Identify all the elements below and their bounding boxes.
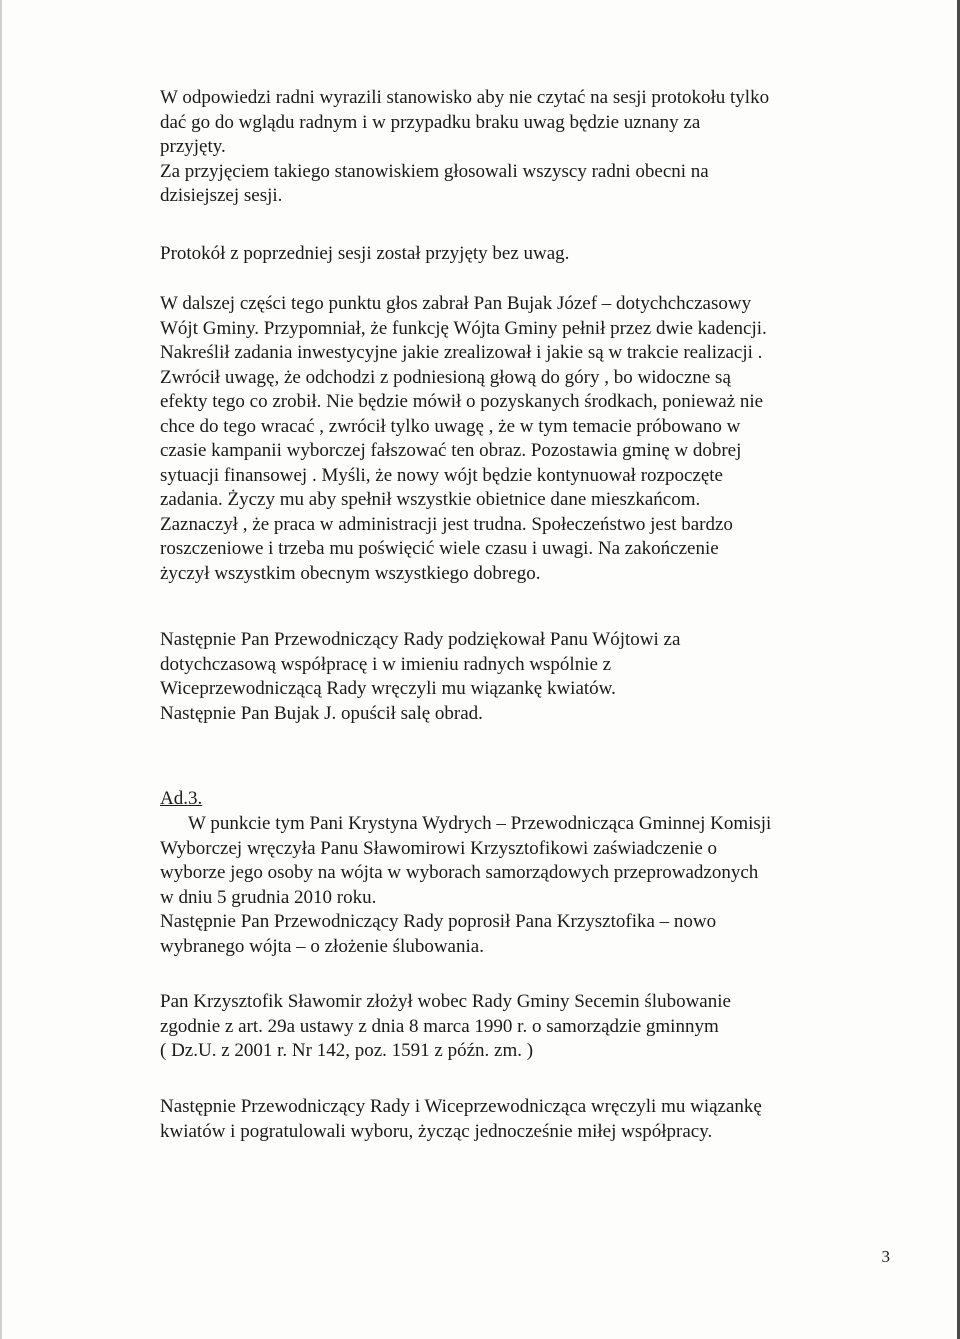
text-line: Następnie Pan Bujak J. opuścił salę obrad. <box>160 702 483 724</box>
paragraph-election-certificate <box>160 812 890 959</box>
text-line: efekty tego co zrobił. Nie będzie mówił o pozyskanych środkach, ponieważ nie <box>160 391 764 412</box>
text-line: Następnie Pan Przewodniczący Rady poprosił Pana Krzysztofika – nowo <box>160 911 717 932</box>
text-line: Protokół z poprzedniej sesji został przyjęty bez uwag. <box>160 243 570 264</box>
text-line: Nakreślił zadania inwestycyjne jakie zrealizował i jakie są w trakcie realizacji . <box>160 342 763 363</box>
text-line: w dniu 5 grudnia 2010 roku. <box>160 886 377 908</box>
text-line: W punkcie tym Pani Krystyna Wydrych – Przewodnicząca Gminnej Komisji <box>188 813 772 834</box>
text-line: życzył wszystkim obecnym wszystkiego dobrego. <box>160 562 541 584</box>
text-line: roszczeniowe i trzeba mu poświęcić wiele czasu i uwagi. Na zakończenie <box>160 538 719 559</box>
scan-edge-left <box>0 0 2 1339</box>
text-line: dzisiejszej sesji. <box>160 185 283 206</box>
text-line: wyborze jego osoby na wójta w wyborach samorządowych przeprowadzonych <box>160 862 759 883</box>
text-line: zadania. Życzy mu aby spełnił wszystkie obietnice dane mieszkańcom. <box>160 489 701 510</box>
text-line: ( Dz.U. z 2001 r. Nr 142, poz. 1591 z późn. zm. ) <box>160 1040 534 1061</box>
text-line: kwiatów i pogratulowali wyboru, życząc jednocześnie miłej współpracy. <box>160 1120 713 1142</box>
text-line: Następnie Przewodniczący Rady i Wiceprzewodnicząca wręczyli mu wiązankę <box>160 1096 762 1117</box>
text-line: Pan Krzysztofik Sławomir złożył wobec Rady Gminy Secemin ślubowanie <box>160 991 731 1012</box>
text-line: sytuacji finansowej . Myśli, że nowy wójt będzie kontynuował rozpoczęte <box>160 464 723 486</box>
paragraph-oath <box>160 990 890 1064</box>
text-line: Wójt Gminy. Przypomniał, że funkcję Wójta Gminy pełnił przez dwie kadencji. <box>160 317 767 339</box>
text-line: wybranego wójta – o złożenie ślubowania. <box>160 935 484 957</box>
text-line: Wyborczej wręczyła Panu Sławomirowi Krzysztofikowi zaświadczenie o <box>160 837 718 859</box>
paragraph-outgoing-wojt-speech <box>160 292 890 586</box>
text-line: Za przyjęciem takiego stanowiskiem głosowali wszyscy radni obecni na <box>160 160 709 182</box>
page-number: 3 <box>881 1247 890 1266</box>
text-line: Zaznaczył , że praca w administracji jest trudna. Społeczeństwo jest bardzo <box>160 513 733 535</box>
text-line: Następnie Pan Przewodniczący Rady podziękował Panu Wójtowi za <box>160 629 681 650</box>
text-line: zgodnie z art. 29a ustawy z dnia 8 marca 1990 r. o samorządzie gminnym <box>160 1015 719 1037</box>
text-line: dotychczasową współpracę i w imieniu radnych wspólnie z <box>160 653 612 675</box>
text-line: W odpowiedzi radni wyrazili stanowisko aby nie czytać na sesji protokołu tylko <box>160 87 770 108</box>
text-line: chce do tego wracać , zwrócił tylko uwagę , że w tym temacie próbowano w <box>160 415 741 437</box>
text-line: przyjęty. <box>160 136 226 157</box>
paragraph-session-minutes-reading <box>160 86 890 209</box>
text-line: Zwrócił uwagę, że odchodzi z podniesioną głową do góry , bo widoczne są <box>160 366 731 388</box>
text-line: czasie kampanii wyborczej fałszować ten obraz. Pozostawia gminę w dobrej <box>160 440 742 461</box>
paragraph-protocol-accepted <box>160 242 890 267</box>
paragraph-chairman-thanks <box>160 628 890 726</box>
text-line: Wiceprzewodniczącą Rady wręczyli mu wiązankę kwiatów. <box>160 678 616 699</box>
text-line: W dalszej części tego punktu głos zabrał Pan Bujak Józef – dotychchczasowy <box>160 293 752 314</box>
text-line: dać go do wglądu radnym i w przypadku braku uwag będzie uznany za <box>160 111 701 133</box>
paragraph-congratulations <box>160 1095 890 1144</box>
section-heading: Ad.3. <box>160 788 203 809</box>
section-heading-block <box>160 787 890 812</box>
